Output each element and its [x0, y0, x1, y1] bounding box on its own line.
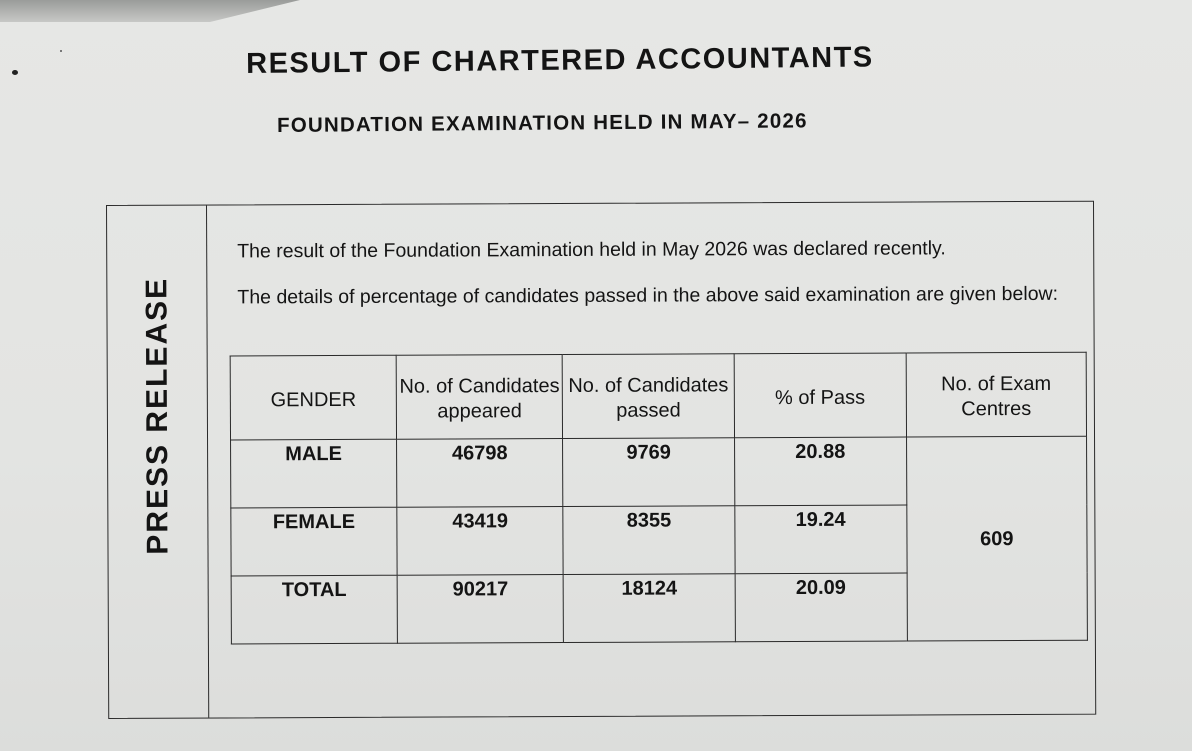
press-release-box	[106, 201, 1096, 719]
intro-paragraph: The result of the Foundation Examination held in May 2026 was declared recently.	[237, 237, 946, 263]
cell-pass-percent: 19.24	[735, 505, 907, 574]
press-release-label: PRESS RELEASE	[139, 276, 175, 555]
cell-passed: 8355	[563, 506, 735, 575]
document-subtitle: FOUNDATION EXAMINATION HELD IN MAY– 2026	[277, 109, 808, 137]
cell-appeared: 43419	[397, 507, 564, 576]
cell-appeared: 46798	[397, 439, 564, 508]
cell-exam-centres: 609	[906, 436, 1087, 641]
cell-pass-percent: 20.88	[734, 437, 906, 506]
cell-gender: FEMALE	[231, 507, 397, 576]
header-gender: GENDER	[230, 355, 396, 440]
header-appeared: No. of Candidates appeared	[396, 355, 563, 440]
cell-passed: 18124	[564, 574, 736, 643]
cell-pass-percent: 20.09	[735, 573, 907, 642]
cell-gender: MALE	[231, 439, 397, 508]
cell-passed: 9769	[563, 438, 735, 507]
cell-appeared: 90217	[397, 575, 564, 644]
document-title: RESULT OF CHARTERED ACCOUNTANTS	[246, 41, 874, 80]
header-pass-percent: % of Pass	[734, 353, 906, 438]
ink-dot	[60, 50, 62, 52]
results-table	[230, 352, 1088, 645]
page-corner-shadow	[0, 0, 300, 22]
details-paragraph: The details of percentage of candidates passed in the above said examination are given below:	[237, 282, 1059, 309]
table-row	[231, 436, 1087, 508]
header-exam-centres: No. of Exam Centres	[906, 352, 1087, 437]
table-header-row	[230, 352, 1086, 440]
ink-mark	[12, 70, 18, 75]
side-panel	[107, 206, 209, 718]
cell-gender: TOTAL	[231, 575, 397, 644]
header-passed: No. of Candidates passed	[563, 354, 735, 439]
